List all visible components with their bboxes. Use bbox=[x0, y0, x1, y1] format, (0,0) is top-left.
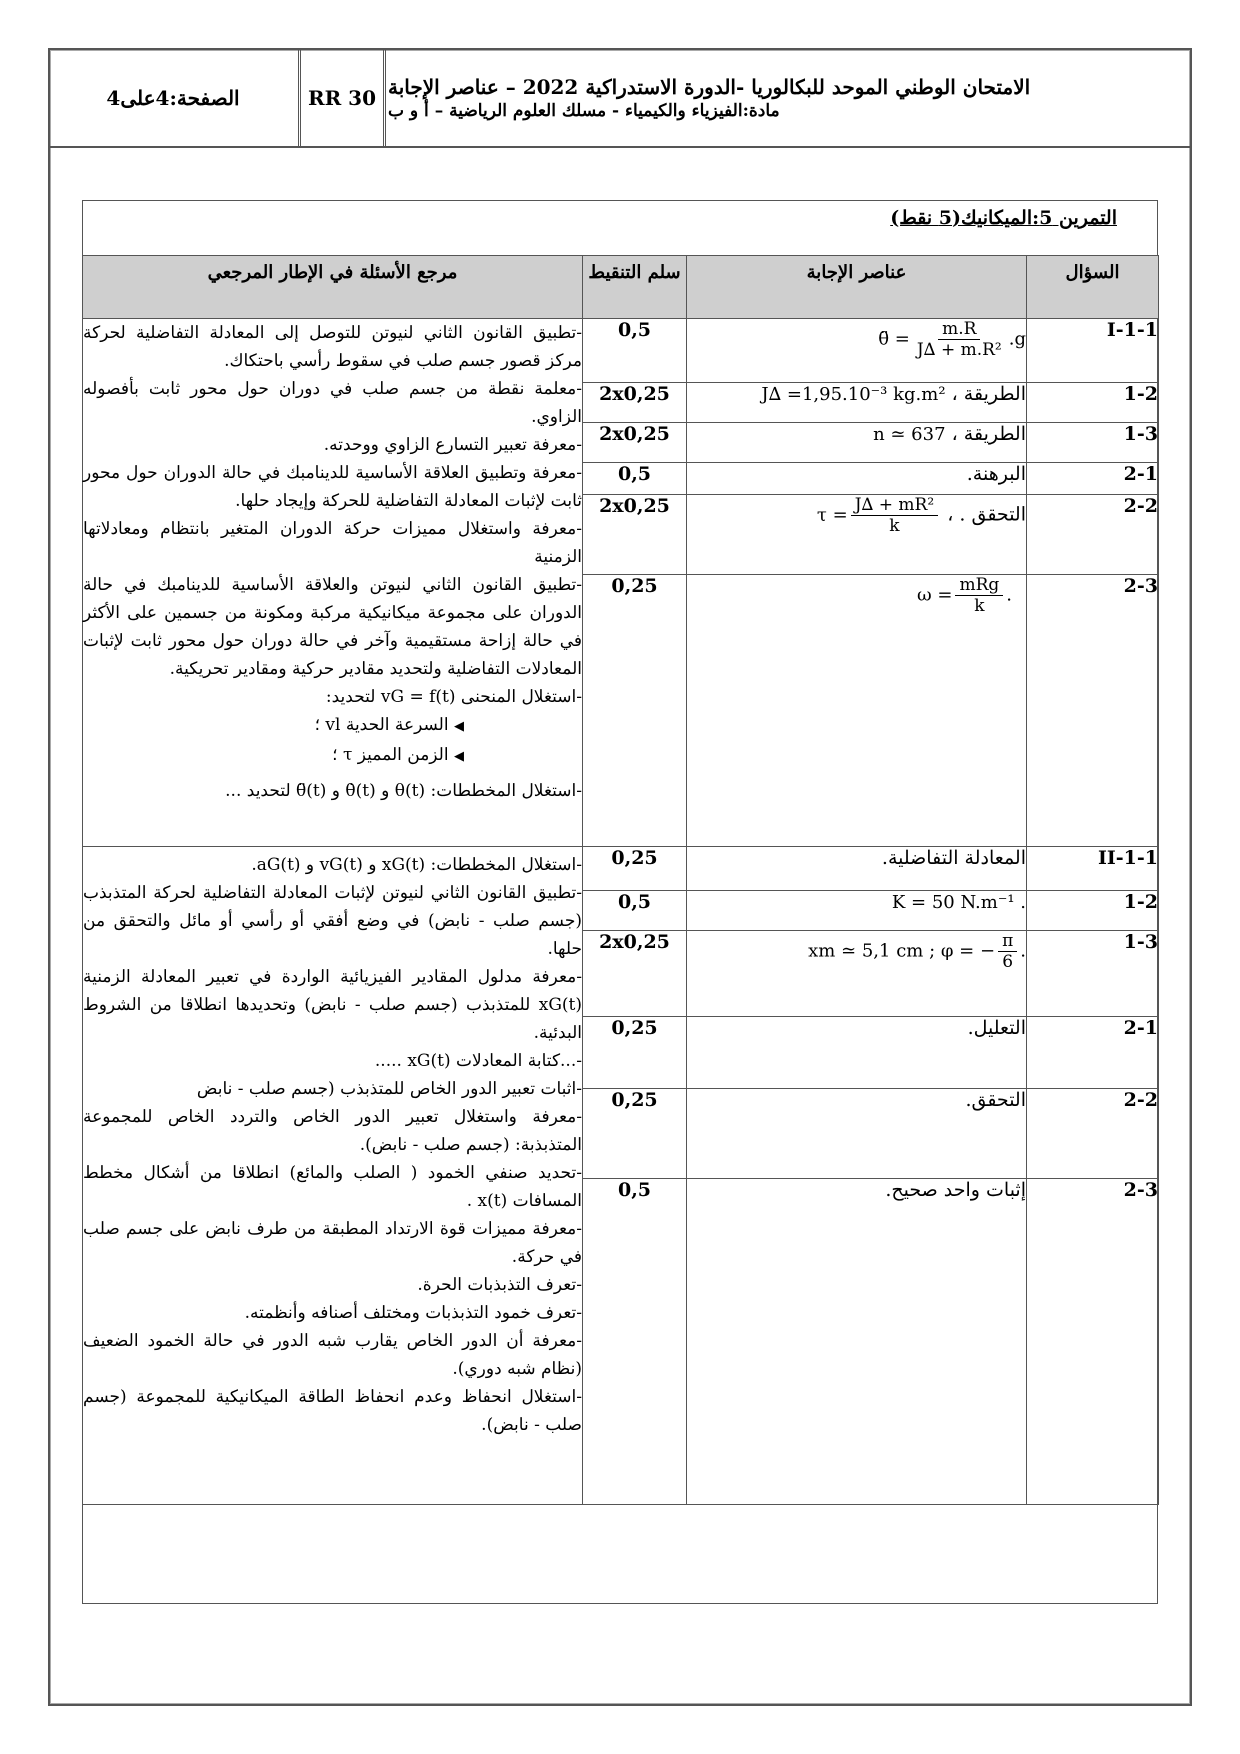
table-row bbox=[83, 319, 1159, 383]
answer-equation: τ = $\frac{\text{J∆ + mR²}}{k}$ bbox=[817, 495, 941, 536]
page-number: الصفحة:4على4 bbox=[106, 86, 240, 110]
answer-cell: البرهنة. bbox=[687, 463, 1027, 495]
col-header-answer: عناصر الإجابة bbox=[687, 256, 1027, 319]
question-cell: 2-3 bbox=[1027, 1179, 1159, 1505]
score-cell: 0,25 bbox=[583, 575, 687, 847]
score-cell: 0,5 bbox=[583, 1179, 687, 1505]
col-header-reference: مرجع الأسئلة في الإطار المرجعي bbox=[83, 256, 583, 319]
answer-cell bbox=[687, 575, 1027, 847]
score-cell: 2x0,25 bbox=[583, 423, 687, 463]
reference-cell-part2: -استغلال المخططات: xG(t) و vG(t) و aG(t). -تطبيق القانون الثاني لنيوتن لإثبات المعادلة التفاضلية لحركة المتذبذب (جسم صلب - نابض) في وضع أفقي أو رأسي أو مائل والتحقق من حلها. -معرفة مدلول المقادير الفيزيائية الواردة في تعبير المعادلة الزمنية xG(t) للمتذبذب (جسم صلب - نابض) وتحديدها انطلاقا من الشروط البدئية. -...كتابة المعادلات xG(t) ..... -اثبات تعبير الدور الخاص للمتذبذب (جسم صلب - نابض -معرفة واستغلال تعبير الدور الخاص والتردد الخاص للمجموعة المتذبذبة: (جسم صلب - نابض). -تحديد صنفي الخمود ( الصلب والمائع) انطلاقا من أشكال مخطط المسافات x(t) . -معرفة مميزات قوة الارتداد المطبقة من طرف نابض على جسم صلب في حركة. -تعرف التذبذبات الحرة. -تعرف خمود التذبذبات ومختلف أصنافه وأنظمته. -معرفة أن الدور الخاص يقارب شبه الدور في حالة الخمود الضعيف (نظام شبه دوري). -استغلال انحفاظ وعدم انحفاظ الطاقة الميكانيكية للمجموعة (جسم صلب - نابض). bbox=[83, 847, 583, 1505]
question-cell: 2-2 bbox=[1027, 1089, 1159, 1179]
answer-cell: الطريقة ، n ≃ 637 bbox=[687, 423, 1027, 463]
answer-cell: التحقق . ، τ = $\frac{\text{J∆ + mR²}}{k}$ bbox=[687, 495, 1027, 575]
question-cell: 1-3 bbox=[1027, 931, 1159, 1017]
col-header-question: السؤال bbox=[1027, 256, 1159, 319]
exam-code: RR 30 bbox=[298, 50, 386, 146]
answer-cell bbox=[687, 931, 1027, 1017]
header-title bbox=[388, 50, 1190, 146]
question-cell: 2-1 bbox=[1027, 1017, 1159, 1089]
question-cell: 1-3 bbox=[1027, 423, 1159, 463]
exercise-title: التمرين 5:الميكانيك(5 نقط) bbox=[890, 207, 1117, 229]
score-cell: 2x0,25 bbox=[583, 383, 687, 423]
answer-cell: K = 50 N.m⁻¹ . bbox=[687, 891, 1027, 931]
answer-cell: التحقق. bbox=[687, 1089, 1027, 1179]
question-number: 1-1 bbox=[1123, 847, 1158, 869]
answer-cell bbox=[687, 319, 1027, 383]
table-row bbox=[83, 847, 1159, 891]
answer-equation: θ̈ = $\frac{m.R}{\text{J∆ + m.R²}}$ .g bbox=[878, 319, 1026, 360]
question-cell: 2-1 bbox=[1027, 463, 1159, 495]
score-cell: 0,5 bbox=[583, 891, 687, 931]
question-cell: 1-2 bbox=[1027, 383, 1159, 423]
answer-table bbox=[82, 255, 1159, 1505]
score-cell: 0,25 bbox=[583, 1017, 687, 1089]
answer-equation: ω = $\frac{\text{mRg}}{k}$ . bbox=[916, 575, 1012, 616]
reference-cell-part1: -تطبيق القانون الثاني لنيوتن للتوصل إلى المعادلة التفاضلية لحركة مركز قصور جسم صلب في سقوط رأسي باحتكاك. -معلمة نقطة من جسم صلب في دوران حول محور ثابت بأفصوله الزاوي. -معرفة تعبير التسارع الزاوي ووحدته. -معرفة وتطبيق العلاقة الأساسية للدينامبك في حالة الدوران حول محور ثابت لإثبات المعادلة التفاضلية للحركة وإيجاد حلها. -معرفة واستغلال مميزات حركة الدوران المتغير بانتظام ومعادلاتها الزمنية -تطبيق القانون الثاني لنيوتن والعلاقة الأساسية للدينامبك في حالة الدوران على مجموعة ميكانيكية مركبة ومكونة من جسمين على الأكثر في حالة إزاحة مستقيمية وآخر في حالة دوران حول محور ثابت لإثبات المعادلات التفاضلية ولتحديد مقادير حركية ومقادير تحريكية. -استغلال المنحنى vG = f(t) لتحديد: ◀ السرعة الحدية vl ؛ ◀ الزمن المميز τ ؛ -استغلال المخططات: θ(t) و θ̇(t) و θ̈(t) لتحديد ... bbox=[83, 319, 583, 847]
score-cell: 2x0,25 bbox=[583, 495, 687, 575]
question-cell bbox=[1027, 847, 1159, 891]
question-number: 1-1 bbox=[1123, 319, 1158, 341]
page-header bbox=[50, 50, 1190, 148]
part-label: II- bbox=[1098, 847, 1124, 869]
question-cell: 2-2 bbox=[1027, 495, 1159, 575]
score-cell: 0,25 bbox=[583, 1089, 687, 1179]
exam-subtitle: مادة:الفيزياء والكيمياء - مسلك العلوم الرياضية – أ و ب bbox=[388, 101, 780, 121]
answer-equation: xm ≃ 5,1 cm ; φ = − $\frac{\pi}{6}$ . bbox=[808, 931, 1026, 972]
answer-cell: إثبات واحد صحيح. bbox=[687, 1179, 1027, 1505]
answer-cell: الطريقة ، J∆ =1,95.10⁻³ kg.m² bbox=[687, 383, 1027, 423]
score-cell: 0,5 bbox=[583, 319, 687, 383]
score-cell: 0,5 bbox=[583, 463, 687, 495]
answer-cell: التعليل. bbox=[687, 1017, 1027, 1089]
question-cell: 1-2 bbox=[1027, 891, 1159, 931]
score-cell: 0,25 bbox=[583, 847, 687, 891]
answer-cell: المعادلة التفاضلية. bbox=[687, 847, 1027, 891]
question-cell: 2-3 bbox=[1027, 575, 1159, 847]
part-label: I- bbox=[1106, 319, 1124, 341]
col-header-score: سلم التنقيط bbox=[583, 256, 687, 319]
score-cell: 2x0,25 bbox=[583, 931, 687, 1017]
table-header-row bbox=[83, 256, 1159, 319]
exam-title: الامتحان الوطني الموحد للبكالوريا -الدورة الاستدراكية 2022 – عناصر الإجابة bbox=[388, 75, 1031, 99]
question-cell bbox=[1027, 319, 1159, 383]
